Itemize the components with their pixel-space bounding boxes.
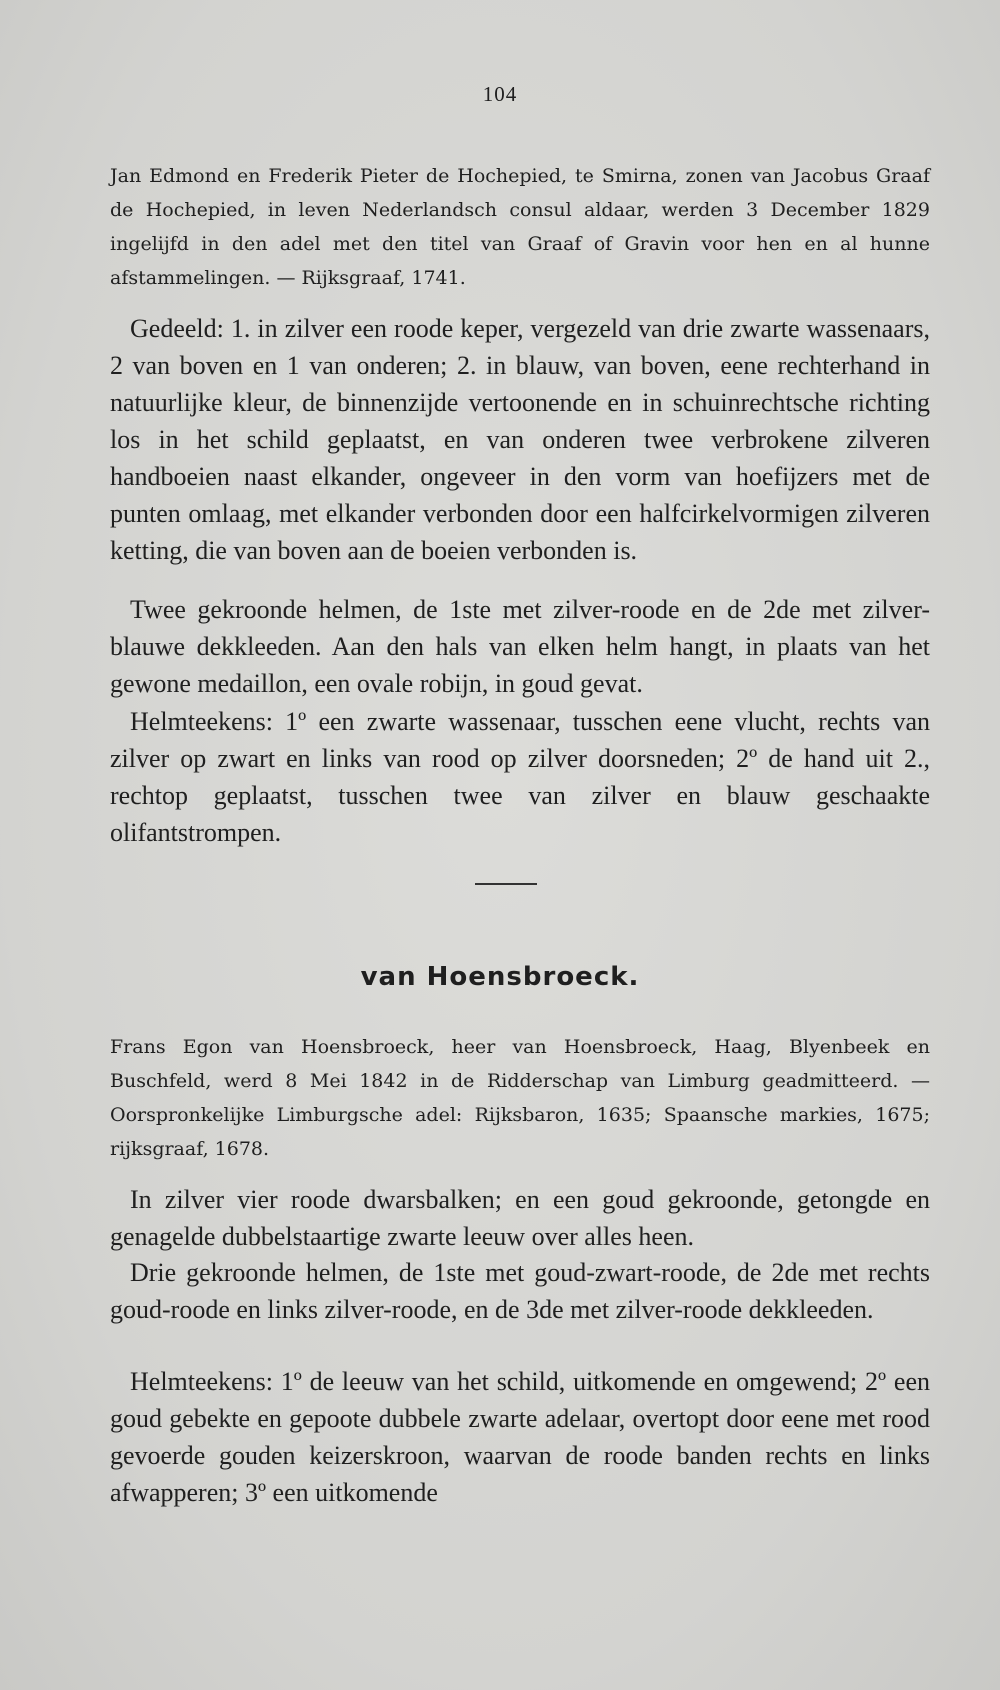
page-number: 104 (482, 82, 518, 106)
hochepied-helmets-paragraph: Twee gekroonde helmen, de 1ste met zilver-roode en de 2de met zilver-blauwe dekkleeden. Aan den hals van elken helm hangt, in plaats van het gewone medaillon, een ovale robijn, in goud gevat. (110, 595, 930, 698)
hoensbroeck-intro-paragraph: Frans Egon van Hoensbroeck, heer van Hoensbroeck, Haag, Blyenbeek en Buschfeld, werd 8 Mei 1842 in de Ridderschap van Limburg geadmitteerd. — Oorspronkelijke Limburgsche adel: Rijksbaron, 1635; Spaansche markies, 1675; rijksgraaf, 1678. (110, 1036, 930, 1160)
section-heading: van Hoensbroeck. (360, 962, 640, 992)
hochepied-arms-paragraph: Gedeeld: 1. in zilver een roode keper, vergezeld van drie zwarte wassenaars, 2 van boven en 1 van onderen; 2. in blauw, van boven, eene rechterhand in natuurlijke kleur, de binnenzijde vertoonende en in schuinrechtsche richting los in het schild geplaatst, en van onderen twee verbrokene zilveren handboeien naast elkander, ongeveer in den vorm van hoefijzers met de punten omlaag, met elkander verbonden door een halfcirkelvormigen zilveren ketting, die van boven aan de boeien verbonden is. (110, 314, 930, 565)
hoensbroeck-arms-paragraph: In zilver vier roode dwarsbalken; en een goud gekroonde, getongde en genagelde dubbelstaartige zwarte leeuw over alles heen. (110, 1185, 930, 1251)
section-divider (475, 883, 537, 885)
hoensbroeck-helmets-paragraph: Drie gekroonde helmen, de 1ste met goud-zwart-roode, de 2de met rechts goud-roode en links zilver-roode, en de 3de met zilver-roode dekkleeden. (110, 1258, 930, 1324)
hochepied-intro-paragraph: Jan Edmond en Frederik Pieter de Hochepied, te Smirna, zonen van Jacobus Graaf de Hochepied, in leven Nederlandsch consul aldaar, werden 3 December 1829 ingelijfd in den adel met den titel van Graaf of Gravin voor hen en al hunne afstammelingen. — Rijksgraaf, 1741. (110, 165, 930, 289)
hoensbroeck-crests-paragraph: Helmteekens: 1º de leeuw van het schild, uitkomende en omgewend; 2º een goud gebekte en gepoote dubbele zwarte adelaar, overtopt door eene met rood gevoerde gouden keizerskroon, waarvan de roode banden rechts en links afwapperen; 3º een uitkomende (110, 1367, 930, 1507)
hochepied-crests-paragraph: Helmteekens: 1º een zwarte wassenaar, tusschen eene vlucht, rechts van zilver op zwart en links van rood op zilver doorsneden; 2º de hand uit 2., rechtop geplaatst, tusschen twee van zilver en blauw geschaakte olifantstrompen. (110, 707, 930, 847)
